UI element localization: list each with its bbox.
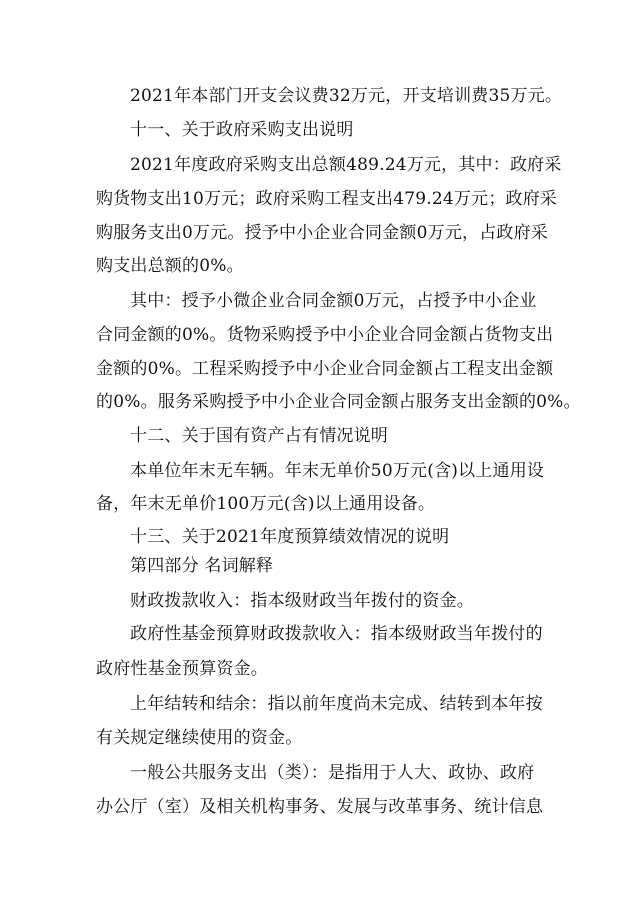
paragraph-assets-line-1: 本单位年末无车辆。年末无单价50万元(含)以上通用设 [130,461,545,481]
heading-part-4: 第四部分 名词解释 [130,556,274,576]
definition-fiscal-appropriation: 财政拨款收入：指本级财政当年拨付的资金。 [130,591,474,611]
heading-section-13: 十三、关于2021年度预算绩效情况的说明 [130,527,450,547]
paragraph-sme-line-2: 合同金额的0%。货物采购授予中小企业合同金额占货物支出 [96,325,554,345]
paragraph-sme-line-3: 金额的0%。工程采购授予中小企业合同金额占工程支出金额 [96,359,554,379]
paragraph-assets-line-2: 备，年末无单价100万元(含)以上通用设备。 [96,494,436,514]
heading-section-12: 十二、关于国有资产占有情况说明 [130,426,388,446]
paragraph-procurement-line-3: 购服务支出0万元。授予中小企业合同金额0万元，占政府采 [96,223,549,243]
heading-section-11: 十一、关于政府采购支出说明 [130,120,354,140]
definition-fund-budget-line-1: 政府性基金预算财政拨款收入：指本级财政当年拨付的 [130,624,543,644]
paragraph-procurement-line-1: 2021年度政府采购支出总额489.24万元，其中：政府采 [130,155,562,175]
definition-public-services-line-2: 办公厅（室）及相关机构事务、发展与改革事务、统计信息 [96,797,544,817]
paragraph-sme-line-1: 其中：授予小微企业合同金额0万元，占授予中小企业 [130,291,537,311]
paragraph-meeting-training-fees: 2021年本部门开支会议费32万元，开支培训费35万元。 [130,86,563,106]
definition-carryover-line-2: 有关规定继续使用的资金。 [96,728,303,748]
definition-carryover-line-1: 上年结转和结余：指以前年度尚未完成、结转到本年按 [130,694,543,714]
paragraph-sme-line-4: 的0%。服务采购授予中小企业合同金额占服务支出金额的0%。 [96,392,581,412]
definition-public-services-line-1: 一般公共服务支出（类）：是指用于人大、政协、政府 [130,763,535,783]
paragraph-procurement-line-2: 购货物支出10万元；政府采购工程支出479.24万元；政府采 [96,189,558,209]
definition-fund-budget-line-2: 政府性基金预算资金。 [96,659,268,679]
paragraph-procurement-line-4: 购支出总额的0%。 [96,256,244,276]
